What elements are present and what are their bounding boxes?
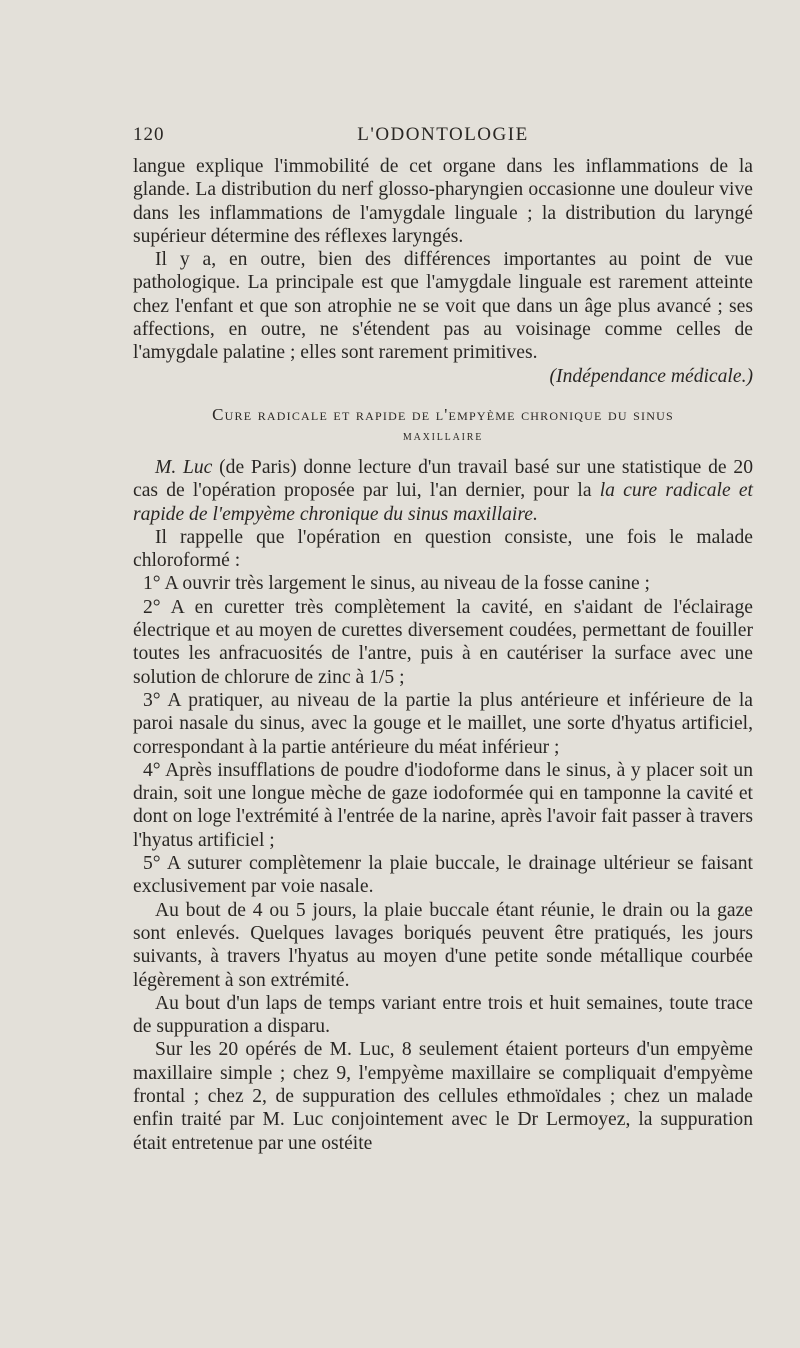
page-body [133, 155, 753, 1155]
running-head: L'ODONTOLOGIE [357, 124, 529, 145]
list-item: 4° Après insufflations de poudre d'iodoforme dans le sinus, à y placer soit un drain, soit une longue mèche de gaze iodoformée qui en tamponne la cavité et dont on loge l'extrémité à l'entrée de la narine, après l'avoir fait passer à travers l'hyatus artificiel ; [133, 759, 753, 851]
section-title-line1: Cure radicale et rapide de l'empyème chronique du sinus [212, 404, 674, 424]
list-item: 3° A pratiquer, au niveau de la partie la plus antérieure et inférieure de la paroi nasale du sinus, avec la gouge et le maillet, une sorte d'hyatus artificiel, correspondant à la partie antérieure du méat inférieur ; [133, 689, 753, 758]
section-title-line2: maxillaire [402, 428, 484, 444]
list-item: 2° A en curetter très complètement la cavité, en s'aidant de l'éclairage électrique et au moyen de curettes diversement coudées, permettant de fouiller toutes les anfracuosités de l'antre, puis à en cautériser la surface avec une solution de chlorure de zinc à 1/5 ; [133, 596, 753, 688]
list-item: 1° A ouvrir très largement le sinus, au niveau de la fosse canine ; [143, 573, 650, 595]
list-item: 5° A suturer complètemenr la plaie buccale, le drainage ultérieur se faisant exclusivement par voie nasale. [133, 853, 753, 898]
section-title [133, 404, 753, 448]
paragraph-text: (de Paris) donne lecture d'un travail basé sur une statistique de 20 cas de l'opération proposée par lui, l'an dernier, pour la [133, 456, 753, 502]
paragraph: langue explique l'immobilité de cet organe dans les inflammations de la glande. La distribution du nerf glosso-pharyngien occasionne une douleur vive dans les inflammations de l'amygdale linguale ; la distribution du laryngé supérieur détermine des réflexes laryngés. [133, 156, 753, 247]
source-citation: (Indépendance médicale.) [549, 365, 753, 387]
paragraph [133, 456, 753, 526]
paragraph: Sur les 20 opérés de M. Luc, 8 seulement étaient porteurs d'un empyème maxillaire simple ; chez 9, l'empyème maxillaire se compliquait d'empyème frontal ; chez 2, de suppuration des cellules ethmoïdales ; chez un malade enfin traité par M. Luc conjointement avec le Dr Lermoyez, la suppuration était entretenue par une ostéite [133, 1039, 753, 1154]
work-title: la cure radicale et rapide de l'empyème chronique du sinus maxillaire. [133, 480, 753, 525]
paragraph: Il rappelle que l'opération en question consiste, une fois le malade chloroformé : [133, 526, 753, 572]
page-header [133, 124, 753, 152]
page-number: 120 [133, 124, 165, 145]
paragraph: Au bout de 4 ou 5 jours, la plaie buccale étant réunie, le drain ou la gaze sont enlevés. Quelques lavages boriqués peuvent être pratiqués, les jours suivants, à travers l'hyatus au moyen d'une petite sonde métallique courbée légèrement à son extrémité. [133, 899, 753, 991]
paragraph: Il y a, en outre, bien des différences importantes au point de vue pathologique. La principale est que l'amygdale linguale est rarement atteinte chez l'enfant et que son atrophie ne se voit que dans un âge plus avancé ; ses affections, en outre, ne s'étendent pas au voisinage comme celles de l'amygdale palatine ; elles sont rarement primitives. [133, 249, 753, 364]
paragraph: Au bout d'un laps de temps variant entre trois et huit semaines, toute trace de suppuration a disparu. [133, 992, 753, 1038]
author-name: M. Luc [155, 456, 213, 478]
